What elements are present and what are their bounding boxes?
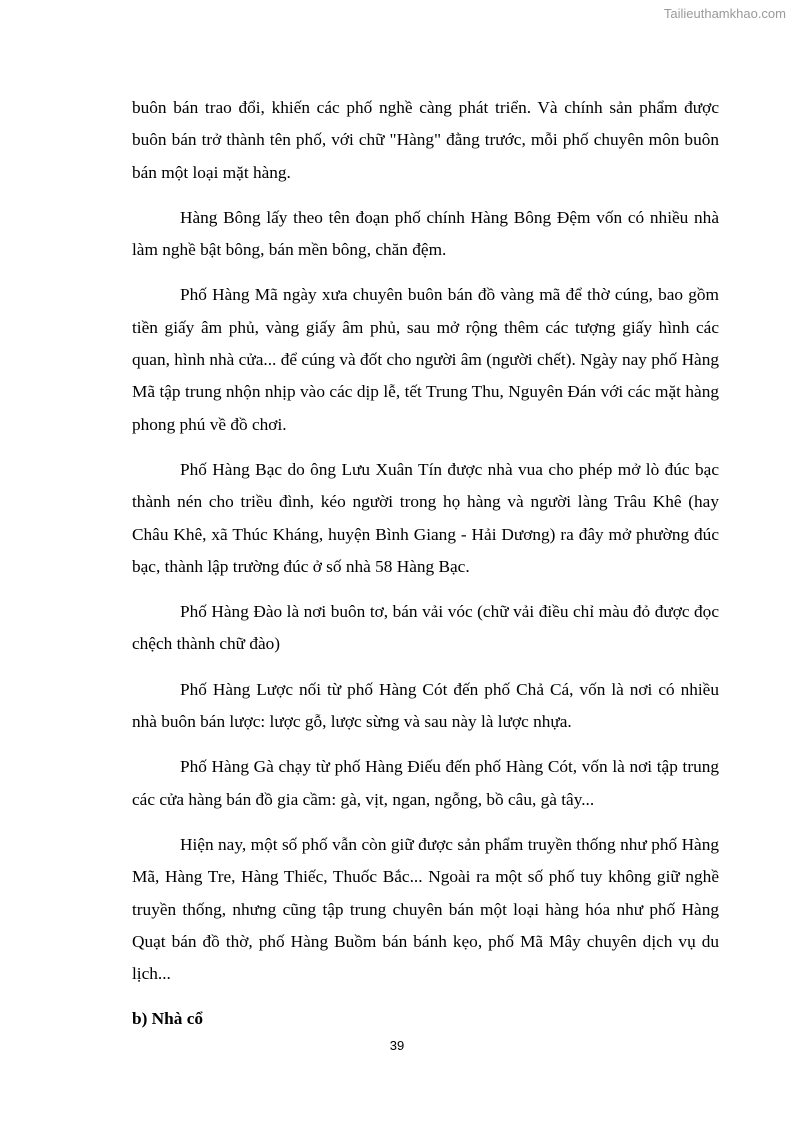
- paragraph: Phố Hàng Đào là nơi buôn tơ, bán vải vóc (chữ vải điều chỉ màu đỏ được đọc chệch thành chữ đào): [132, 602, 719, 654]
- page-body: [132, 92, 719, 1035]
- paragraph: Phố Hàng Lược nối từ phố Hàng Cót đến phố Chả Cá, vốn là nơi có nhiều nhà buôn bán lược: lược gỗ, lược sừng và sau này là lược nhựa.: [132, 679, 719, 732]
- paragraph: Phố Hàng Mã ngày xưa chuyên buôn bán đồ vàng mã để thờ cúng, bao gồm tiền giấy âm phủ, vàng giấy âm phủ, sau mở rộng thêm các tượng giấy hình các quan, hình nhà cửa... để cúng và đốt cho người âm (người chết). Ngày nay phố Hàng Mã tập trung nhộn nhịp vào các dịp lễ, tết Trung Thu, Nguyên Đán với các mặt hàng phong phú về đồ chơi.: [132, 285, 719, 434]
- paragraph: buôn bán trao đổi, khiến các phố nghề càng phát triển. Và chính sản phẩm được buôn bán trở thành tên phố, với chữ "Hàng" đằng trước, mỗi phố chuyên môn buôn bán một loại mặt hàng.: [132, 98, 719, 182]
- paragraph: Hàng Bông lấy theo tên đoạn phố chính Hàng Bông Đệm vốn có nhiều nhà làm nghề bật bông, bán mền bông, chăn đệm.: [132, 207, 719, 260]
- paragraph: Phố Hàng Bạc do ông Lưu Xuân Tín được nhà vua cho phép mở lò đúc bạc thành nén cho triều đình, kéo người trong họ hàng và người làng Trâu Khê (hay Châu Khê, xã Thúc Kháng, huyện Bình Giang - Hải Dương) ra đây mở phường đúc bạc, thành lập trường đúc ở số nhà 58 Hàng Bạc.: [132, 459, 719, 576]
- section-heading: b) Nhà cổ: [132, 1009, 204, 1029]
- page-number: 39: [389, 1038, 405, 1053]
- paragraph: Hiện nay, một số phố vẫn còn giữ được sản phẩm truyền thống như phố Hàng Mã, Hàng Tre, Hàng Thiếc, Thuốc Bắc... Ngoài ra một số phố tuy không giữ nghề truyền thống, nhưng cũng tập trung chuyên bán một loại hàng hóa như phố Hàng Quạt bán đồ thờ, phố Hàng Buồm bán bánh kẹo, phố Mã Mây chuyên dịch vụ du lịch...: [132, 834, 719, 984]
- paragraph: Phố Hàng Gà chạy từ phố Hàng Điếu đến phố Hàng Cót, vốn là nơi tập trung các cửa hàng bán đồ gia cầm: gà, vịt, ngan, ngỗng, bồ câu, gà tây...: [132, 757, 719, 809]
- watermark: Tailieuthamkhao.com: [663, 6, 786, 21]
